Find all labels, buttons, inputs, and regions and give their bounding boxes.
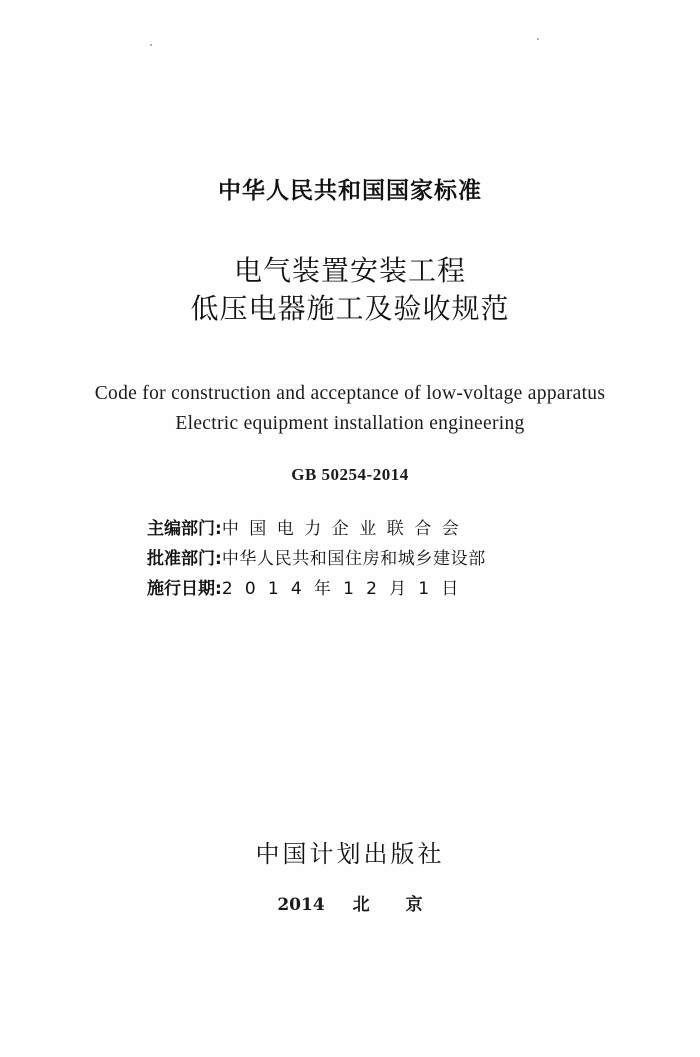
english-title-line-1: Code for construction and acceptance of low-voltage apparatus (94, 383, 606, 404)
scan-speck (537, 38, 539, 40)
approver-department-row (147, 544, 486, 569)
publication-city-char-1: 北 (352, 895, 370, 915)
document-title-line-1: 电气装置安装工程 (233, 254, 466, 287)
document-title-line-2: 低压电器施工及验收规范 (190, 292, 510, 325)
publication-year: 2014 (277, 895, 325, 915)
editor-department-row (147, 514, 469, 539)
approver-department-label: 批准部门: (147, 549, 222, 569)
national-standard-heading: 中华人民共和国国家标准 (218, 178, 482, 204)
publication-city-char-2: 京 (405, 895, 423, 915)
publication-place (0, 890, 700, 915)
english-title-line-2: Electric equipment installation engineering (175, 413, 525, 434)
standard-code: GB 50254-2014 (291, 465, 409, 484)
effective-date-label: 施行日期: (147, 579, 222, 599)
approver-department-value: 中华人民共和国住房和城乡建设部 (221, 549, 486, 569)
publisher-name: 中国计划出版社 (255, 840, 445, 868)
editor-department-label: 主编部门: (147, 519, 222, 539)
editor-department-value: 中国电力企业联合会 (221, 519, 470, 539)
scan-speck (150, 44, 152, 46)
effective-date-row (147, 574, 471, 599)
effective-date-value: 2014年12月1日 (221, 579, 471, 599)
